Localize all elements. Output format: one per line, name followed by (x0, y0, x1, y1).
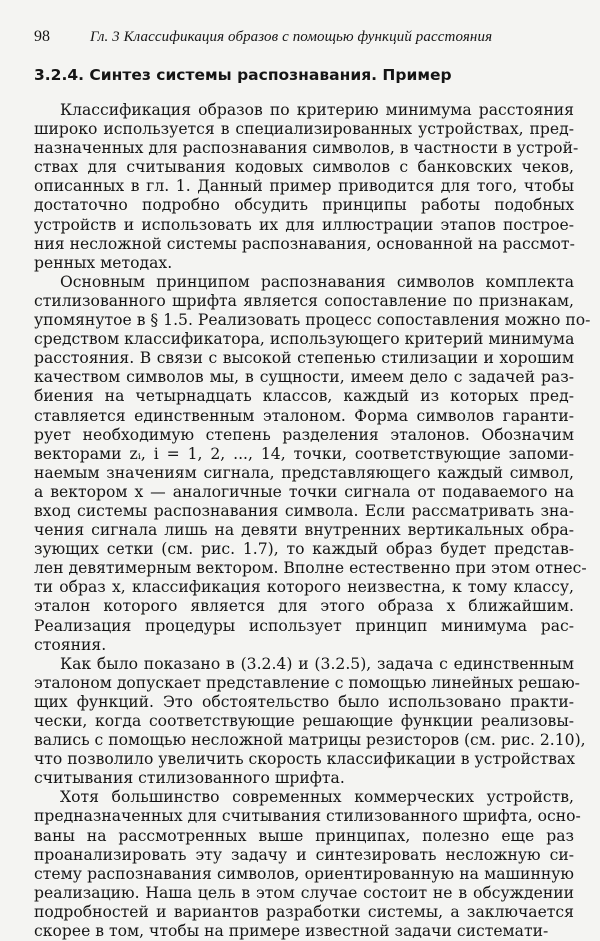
text-line: расстояния. В связи с высокой степенью стилизации и хорошим (34, 349, 574, 368)
body-text (34, 101, 591, 941)
text-line: векторами zᵢ, i = 1, 2, ..., 14, точки, соответствующие запоми- (34, 444, 574, 463)
running-header (34, 28, 540, 50)
text-line: стояния. (34, 635, 107, 654)
text-line: устройств и использовать их для иллюстрации этапов построе- (34, 215, 574, 234)
text-line: эталоном допускает представление с помощью линейных решаю- (34, 673, 580, 692)
text-line: лен девятимерным вектором. Вполне естественно при этом отнес- (34, 559, 587, 578)
text-line: вались с помощью несложной матрицы резисторов (см. рис. 2.10), (34, 731, 586, 750)
text-line: чения сигнала лишь на девяти внутренних вертикальных обра- (34, 521, 574, 540)
text-line: ставляется единственным эталоном. Форма символов гаранти- (34, 406, 574, 425)
text-line: средством классификатора, использующего критерий минимума (34, 330, 575, 349)
text-line: Как было показано в (3.2.4) и (3.2.5), задача с единственным (60, 654, 574, 673)
text-line: считывания стилизованного шрифта. (34, 769, 345, 788)
text-line: достаточно подробно обсудить принципы работы подобных (34, 196, 574, 215)
text-line: скорее в том, чтобы на примере известной задачи системати- (34, 922, 549, 941)
text-line: реализацию. Наша цель в этом случае состоит не в обсуждении (34, 883, 574, 902)
text-line: качеством символов мы, в сущности, имеем дело с задачей раз- (34, 368, 574, 387)
paragraph (34, 101, 579, 273)
text-line: описанных в гл. 1. Данный пример приводится для того, чтобы (34, 177, 574, 196)
running-title: Гл. 3 Классификация образов с помощью функций расстояния (90, 29, 493, 45)
text-line: назначенных для распознавания символов, в частности в устрой- (34, 139, 579, 158)
text-line: наемым значениям сигнала, представляющего каждый символ, (34, 463, 574, 482)
text-line: эталон которого является для этого образа x ближайшим. (34, 597, 574, 616)
text-line: вход системы распознавания символа. Если рассматривать зна- (34, 501, 574, 520)
text-line: Классификация образов по критерию минимума расстояния (60, 101, 574, 119)
text-line: биения на четырнадцать классов, каждый из которых пред- (34, 387, 574, 406)
text-line: стилизованного шрифта является сопоставление по признакам, (34, 291, 574, 310)
text-line: щих функций. Это обстоятельство было использовано практи- (34, 692, 574, 711)
text-line: стему распознавания символов, ориентированную на машинную (34, 864, 574, 883)
text-line: чески, когда соответствующие решающие функции реализовы- (34, 712, 574, 730)
text-line: предназначенных для считывания стилизованного шрифта, осно- (34, 807, 581, 826)
text-line: проанализировать эту задачу и синтезировать несложную си- (34, 845, 574, 864)
paragraph (34, 654, 586, 789)
text-line: Хотя большинство современных коммерческих устройств, (60, 788, 574, 807)
text-line: рует необходимую степень разделения эталонов. Обозначим (34, 425, 574, 444)
text-line: Основным принципом распознавания символов комплекта (60, 272, 574, 291)
text-line: ствах для считывания кодовых символов с банковских чеков, (34, 158, 574, 177)
section-title: 3.2.4. Синтез системы распознавания. Пример (34, 66, 452, 84)
text-line: а вектором x — аналогичные точки сигнала от подаваемого на (34, 482, 574, 501)
page-number: 98 (34, 28, 50, 45)
text-line: ваны на рассмотренных выше принципах, полезно еще раз (34, 826, 574, 845)
text-line: ния несложной системы распознавания, основанной на рассмот- (34, 234, 575, 253)
text-line: Реализация процедуры использует принцип минимума рас- (34, 616, 574, 635)
paragraph (34, 788, 581, 941)
text-line: ти образ x, классификация которого неизвестна, к тому классу, (34, 578, 574, 597)
paragraph (34, 272, 591, 655)
text-line: подробностей и вариантов разработки системы, а заключается (34, 902, 574, 921)
text-line: что позволило увеличить скорость классификации в устройствах (34, 750, 576, 769)
text-line: упомянутое в § 1.5. Реализовать процесс сопоставления можно по- (34, 311, 591, 330)
text-line: ренных методах. (34, 253, 173, 272)
text-line: широко используется в специализированных устройствах, пред- (34, 120, 574, 139)
text-line: зующих сетки (см. рис. 1.7), то каждый образ будет представ- (34, 540, 574, 559)
